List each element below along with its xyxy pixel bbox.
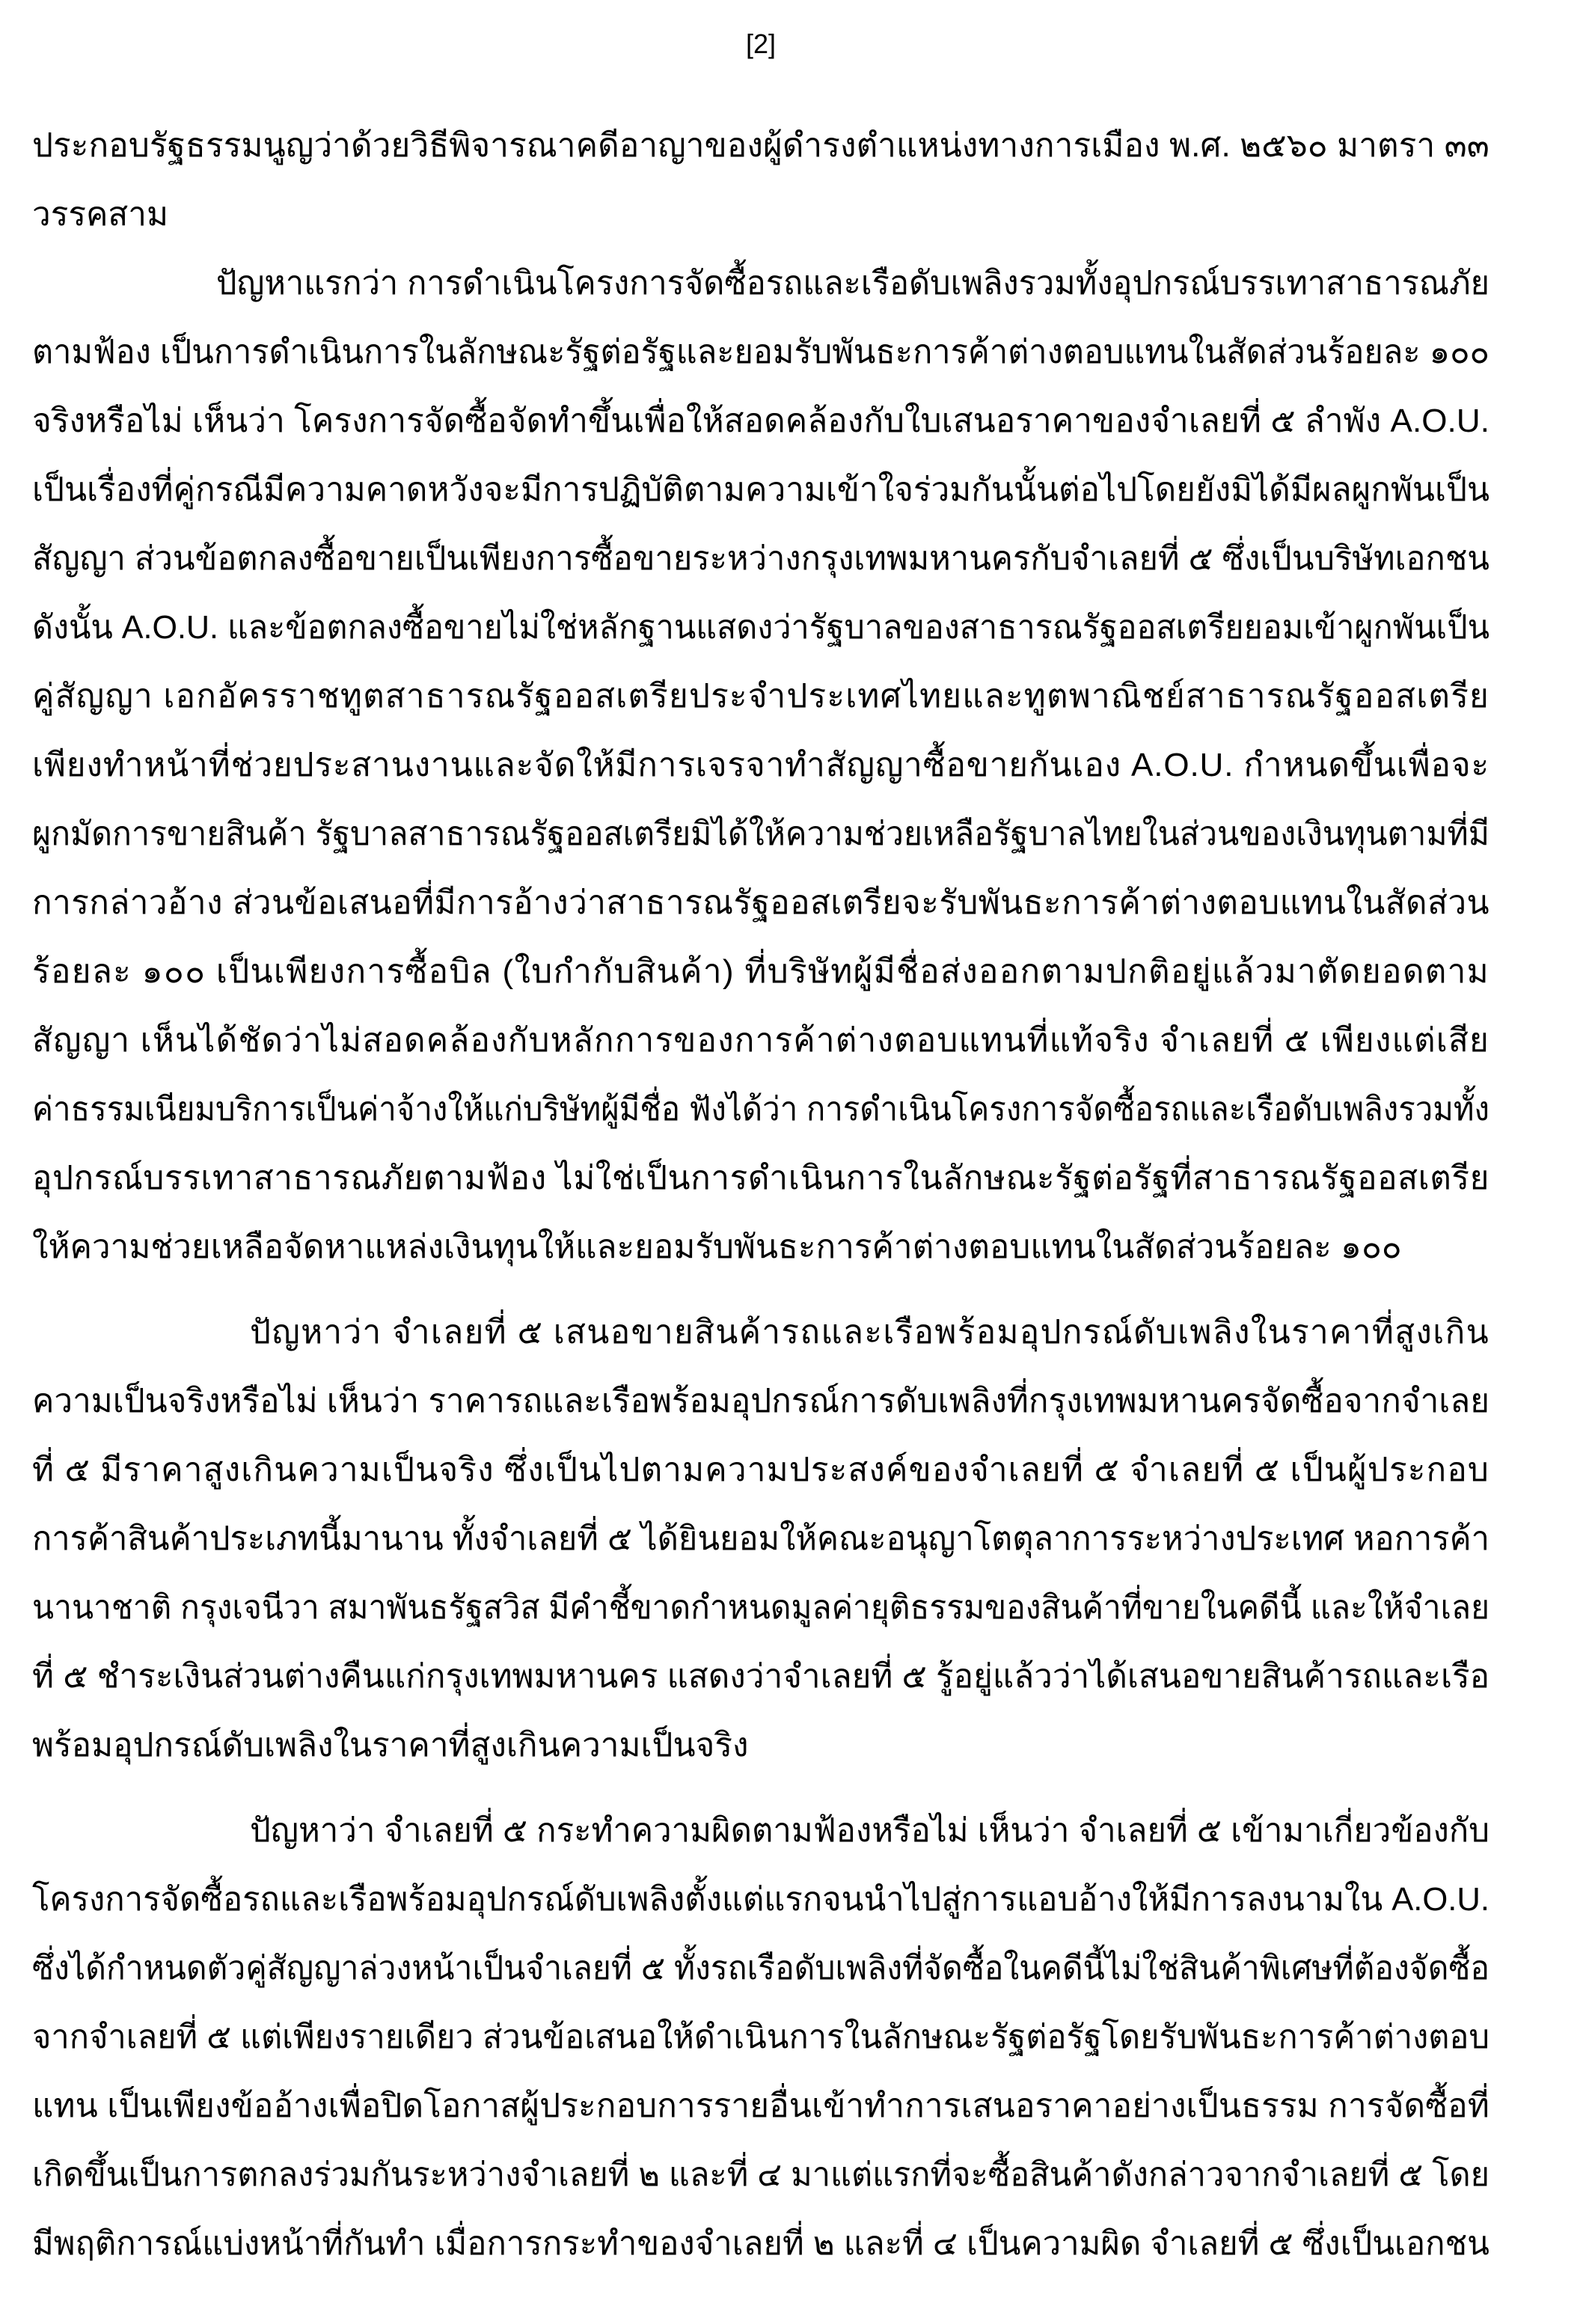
line-text: การค้าสินค้าประเภทนี้มานาน ทั้งจำเลยที่ ๕ ได้ยินยอมให้คณะอนุญาโตตุลาการระหว่างประเทศ หอการค้า [32, 1520, 1489, 1557]
text-line [32, 1367, 1489, 1436]
text-line [32, 456, 1489, 525]
page-number: [2] [745, 28, 777, 59]
line-text: ดังนั้น A.O.U. และข้อตกลงซื้อขายไม่ใช่หลักฐานแสดงว่ารัฐบาลของสาธารณรัฐออสเตรียยอมเข้าผูกพันเป็น [32, 609, 1489, 646]
line-text: แทน เป็นเพียงข้ออ้างเพื่อปิดโอกาสผู้ประกอบการรายอื่นเข้าทำการเสนอราคาอย่างเป็นธรรม การจัดซื้อที่ [32, 2088, 1489, 2124]
text-line [32, 1144, 1489, 1213]
text-line [32, 525, 1489, 593]
line-text: มีพฤติการณ์แบ่งหน้าที่กันทำ เมื่อการกระทำของจำเลยที่ ๒ และที่ ๔ เป็นความผิด จำเลยที่ ๕ ซึ่งเป็นเอกชน [32, 2225, 1489, 2262]
line-text: เกิดขึ้นเป็นการตกลงร่วมกันระหว่างจำเลยที่ ๒ และที่ ๔ มาแต่แรกที่จะซื้อสินค้าดังกล่าวจากจำเลยที่ ๕ โดย [32, 2156, 1489, 2193]
line-text: ที่ ๕ ชำระเงินส่วนต่างคืนแก่กรุงเทพมหานคร แสดงว่าจำเลยที่ ๕ รู้อยู่แล้วว่าได้เสนอขายสินค้ารถและเรือ [32, 1658, 1489, 1695]
text-line [32, 1436, 1489, 1505]
text-line [32, 1574, 1489, 1642]
text-line [32, 800, 1489, 869]
text-line [250, 1298, 1489, 1367]
line-text: ร้อยละ ๑๐๐ เป็นเพียงการซื้อบิล (ใบกำกับสินค้า) ที่บริษัทผู้มีชื่อส่งออกตามปกติอยู่แล้วมาตัดยอดตาม [32, 953, 1489, 990]
line-text: ตามฟ้อง เป็นการดำเนินการในลักษณะรัฐต่อรัฐและยอมรับพันธะการค้าต่างตอบแทนในสัดส่วนร้อยละ ๑๐๐ [32, 334, 1489, 370]
text-line [32, 1213, 1489, 1282]
text-line [32, 318, 1489, 387]
line-text: จากจำเลยที่ ๕ แต่เพียงรายเดียว ส่วนข้อเสนอให้ดำเนินการในลักษณะรัฐต่อรัฐโดยรับพันธะการค้าต่างตอบ [32, 2019, 1489, 2055]
line-text: จริงหรือไม่ เห็นว่า โครงการจัดซื้อจัดทำขึ้นเพื่อให้สอดคล้องกับใบเสนอราคาของจำเลยที่ ๕ ลำพัง A.O.U. [32, 403, 1489, 439]
line-text: ให้ความช่วยเหลือจัดหาแหล่งเงินทุนให้และยอมรับพันธะการค้าต่างตอบแทนในสัดส่วนร้อยละ ๑๐๐ [32, 1229, 1402, 1265]
text-line [32, 1075, 1489, 1144]
line-text: เป็นเรื่องที่คู่กรณีมีความคาดหวังจะมีการปฏิบัติตามความเข้าใจร่วมกันนั้นต่อไปโดยยังมิได้มีผลผูกพันเป็น [32, 471, 1489, 508]
text-line [32, 938, 1489, 1006]
line-text: อุปกรณ์บรรเทาสาธารณภัยตามฟ้อง ไม่ใช่เป็นการดำเนินการในลักษณะรัฐต่อรัฐที่สาธารณรัฐออสเตรีย [32, 1160, 1489, 1196]
document-body [32, 111, 1489, 2278]
text-line [32, 2210, 1489, 2278]
text-line [32, 180, 1489, 249]
line-text: ปัญหาว่า จำเลยที่ ๕ กระทำความผิดตามฟ้องหรือไม่ เห็นว่า จำเลยที่ ๕ เข้ามาเกี่ยวข้องกับ [250, 1812, 1489, 1849]
text-line [32, 2072, 1489, 2141]
text-line [32, 2003, 1489, 2072]
paragraph [32, 1796, 1489, 2278]
line-text: การกล่าวอ้าง ส่วนข้อเสนอที่มีการอ้างว่าสาธารณรัฐออสเตรียจะรับพันธะการค้าต่างตอบแทนในสัดส่วน [32, 884, 1489, 921]
paragraph [32, 249, 1489, 1282]
line-text: ปัญหาแรกว่า การดำเนินโครงการจัดซื้อรถและเรือดับเพลิงรวมทั้งอุปกรณ์บรรเทาสาธารณภัย [216, 265, 1489, 302]
line-text: ที่ ๕ มีราคาสูงเกินความเป็นจริง ซึ่งเป็นไปตามความประสงค์ของจำเลยที่ ๕ จำเลยที่ ๕ เป็นผู้ประกอบ [32, 1452, 1489, 1488]
line-text: ปัญหาว่า จำเลยที่ ๕ เสนอขายสินค้ารถและเรือพร้อมอุปกรณ์ดับเพลิงในราคาที่สูงเกิน [250, 1314, 1489, 1351]
line-text: วรรคสาม [32, 196, 168, 233]
line-text: โครงการจัดซื้อรถและเรือพร้อมอุปกรณ์ดับเพลิงตั้งแต่แรกจนนำไปสู่การแอบอ้างให้มีการลงนามใน A.O.U. [32, 1881, 1489, 1918]
line-text: นานาชาติ กรุงเจนีวา สมาพันธรัฐสวิส มีคำชี้ขาดกำหนดมูลค่ายุติธรรมของสินค้าที่ขายในคดีนี้ และให้จำเลย [32, 1589, 1489, 1626]
text-line [32, 1711, 1489, 1780]
text-line [216, 249, 1489, 318]
text-line [32, 387, 1489, 456]
line-text: ความเป็นจริงหรือไม่ เห็นว่า ราคารถและเรือพร้อมอุปกรณ์การดับเพลิงที่กรุงเทพมหานครจัดซื้อจากจำเลย [32, 1383, 1489, 1419]
line-text: ค่าธรรมเนียมบริการเป็นค่าจ้างให้แก่บริษัทผู้มีชื่อ ฟังได้ว่า การดำเนินโครงการจัดซื้อรถและเรือดับเพลิงรวมทั้ง [32, 1091, 1489, 1128]
text-line [32, 1006, 1489, 1075]
text-line [32, 731, 1489, 800]
line-text: พร้อมอุปกรณ์ดับเพลิงในราคาที่สูงเกินความเป็นจริง [32, 1727, 749, 1764]
line-text: เพียงทำหน้าที่ช่วยประสานงานและจัดให้มีการเจรจาทำสัญญาซื้อขายกันเอง A.O.U. กำหนดขึ้นเพื่อจะ [32, 747, 1489, 783]
text-line [32, 1934, 1489, 2003]
text-line [32, 1505, 1489, 1574]
text-line [250, 1796, 1489, 1865]
text-line [32, 1865, 1489, 1934]
line-text: คู่สัญญา เอกอัครราชทูตสาธารณรัฐออสเตรียประจำประเทศไทยและทูตพาณิชย์สาธารณรัฐออสเตรีย [32, 678, 1489, 715]
paragraph [32, 1298, 1489, 1780]
line-text: ซึ่งได้กำหนดตัวคู่สัญญาล่วงหน้าเป็นจำเลยที่ ๕ ทั้งรถเรือดับเพลิงที่จัดซื้อในคดีนี้ไม่ใช่สินค้าพิเศษที่ต้องจัดซื้อ [32, 1950, 1489, 1987]
line-text: สัญญา ส่วนข้อตกลงซื้อขายเป็นเพียงการซื้อขายระหว่างกรุงเทพมหานครกับจำเลยที่ ๕ ซึ่งเป็นบริษัทเอกชน [32, 540, 1489, 577]
text-line [32, 1642, 1489, 1711]
text-line [32, 662, 1489, 731]
text-line [32, 111, 1489, 180]
text-line [32, 869, 1489, 938]
text-line [32, 2141, 1489, 2210]
paragraph [32, 111, 1489, 249]
text-line [32, 593, 1489, 662]
line-text: ประกอบรัฐธรรมนูญว่าด้วยวิธีพิจารณาคดีอาญาของผู้ดำรงตำแหน่งทางการเมือง พ.ศ. ๒๕๖๐ มาตรา ๓๓ [32, 127, 1489, 164]
line-text: ผูกมัดการขายสินค้า รัฐบาลสาธารณรัฐออสเตรียมิได้ให้ความช่วยเหลือรัฐบาลไทยในส่วนของเงินทุนตามที่มี [32, 816, 1489, 852]
line-text: สัญญา เห็นได้ชัดว่าไม่สอดคล้องกับหลักการของการค้าต่างตอบแทนที่แท้จริง จำเลยที่ ๕ เพียงแต่เสีย [32, 1022, 1489, 1059]
